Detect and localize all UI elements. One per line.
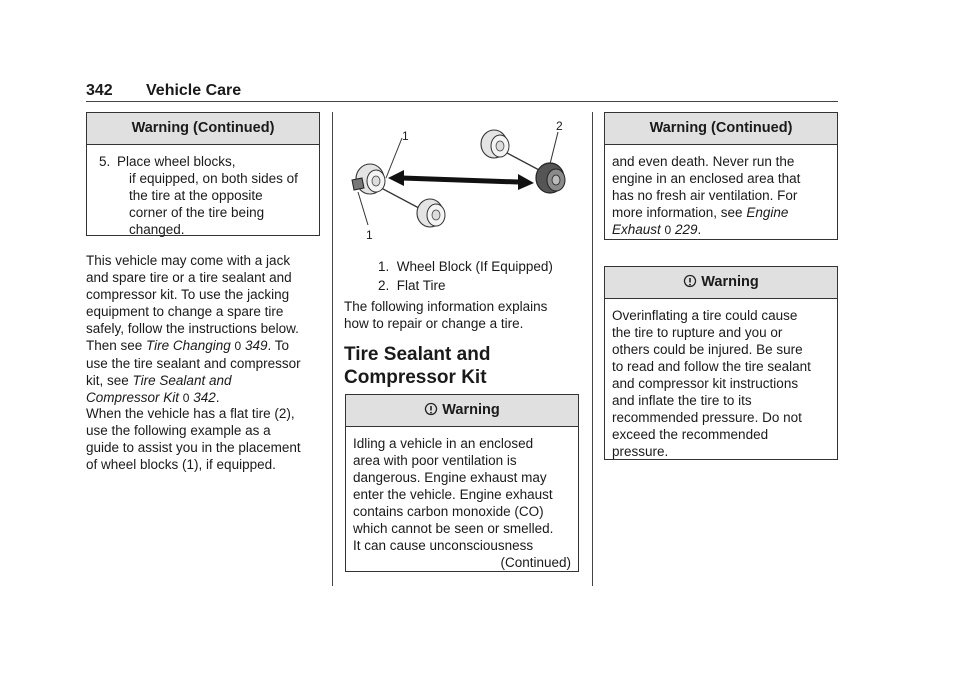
callout-1b: 1 bbox=[366, 228, 373, 242]
text-line: contains carbon monoxide (CO) bbox=[353, 504, 544, 519]
text-line: use the tire sealant and compressor bbox=[86, 356, 301, 371]
text-line: area with poor ventilation is bbox=[353, 453, 517, 468]
text-line: dangerous. Engine exhaust may bbox=[353, 470, 547, 485]
legend-number: 2. bbox=[378, 278, 390, 293]
text-line: pressure. bbox=[612, 444, 669, 459]
text-fragment: kit, see bbox=[86, 373, 133, 388]
warning-heading: Warning (Continued) bbox=[87, 113, 319, 145]
column-divider-2 bbox=[592, 112, 593, 586]
warning-icon bbox=[683, 274, 697, 288]
text-line: enter the vehicle. Engine exhaust bbox=[353, 487, 553, 502]
text-line: the tire to rupture and you or bbox=[612, 325, 783, 340]
column-divider-1 bbox=[332, 112, 333, 586]
text-line: exceed the recommended bbox=[612, 427, 769, 442]
step-line: the tire at the opposite bbox=[129, 188, 263, 203]
text-line bbox=[86, 372, 326, 389]
callout-line-1b bbox=[358, 192, 368, 225]
legend-text: Flat Tire bbox=[396, 278, 446, 293]
xref-engine[interactable]: Engine bbox=[746, 205, 789, 220]
step-line: changed. bbox=[129, 222, 185, 237]
warning-heading: Warning (Continued) bbox=[605, 113, 837, 145]
text-line: The following information explains bbox=[344, 299, 548, 314]
continued-label: (Continued) bbox=[500, 555, 571, 570]
section-heading bbox=[344, 343, 584, 389]
warning-heading-row bbox=[605, 267, 837, 299]
warning-icon bbox=[424, 402, 438, 416]
xref-arrow-icon: 0 bbox=[234, 339, 242, 353]
xref-page[interactable]: 229 bbox=[675, 222, 698, 237]
xref-tire-sealant[interactable]: Tire Sealant and bbox=[132, 373, 232, 388]
text-line: Overinflating a tire could cause bbox=[612, 308, 798, 323]
text-line: recommended pressure. Do not bbox=[612, 410, 802, 425]
text-line: which cannot be seen or smelled. bbox=[353, 521, 554, 536]
xref-exhaust[interactable]: Exhaust bbox=[612, 222, 661, 237]
legend-item bbox=[378, 258, 588, 275]
text-line: It can cause unconsciousness bbox=[353, 538, 534, 553]
heading-line: Tire Sealant and bbox=[344, 344, 491, 365]
paragraph-intro bbox=[344, 298, 584, 332]
rear-left-tire bbox=[481, 130, 509, 158]
text-line: use the following example as a bbox=[86, 423, 271, 438]
text-line: and spare tire or a tire sealant and bbox=[86, 270, 292, 285]
wheel-block-figure bbox=[344, 112, 584, 247]
callout-line-2 bbox=[550, 132, 558, 164]
callout-1a: 1 bbox=[402, 129, 409, 143]
front-right-tire bbox=[417, 199, 445, 227]
section-title: Vehicle Care bbox=[146, 82, 242, 99]
text-line: to read and follow the tire sealant bbox=[612, 359, 811, 374]
diagonal-arrow bbox=[388, 170, 534, 190]
text-line: When the vehicle has a flat tire (2), bbox=[86, 406, 295, 421]
text-line: guide to assist you in the placement bbox=[86, 440, 301, 455]
warning-body bbox=[605, 145, 837, 247]
text-line bbox=[612, 221, 830, 239]
xref-page[interactable]: 342 bbox=[193, 390, 216, 405]
flat-tire bbox=[536, 163, 565, 193]
xref-compressor-kit[interactable]: Compressor Kit bbox=[86, 390, 180, 405]
xref-arrow-icon: 0 bbox=[182, 391, 190, 405]
text-fragment: Then see bbox=[86, 338, 147, 353]
warning-body bbox=[346, 427, 578, 579]
text-fragment: . bbox=[697, 222, 702, 237]
text-fragment: . To bbox=[267, 338, 289, 353]
text-line: This vehicle may come with a jack bbox=[86, 253, 291, 268]
xref-arrow-icon: 0 bbox=[664, 223, 672, 237]
legend-item bbox=[378, 277, 588, 294]
figure-legend bbox=[378, 258, 588, 296]
text-fragment: more information, see bbox=[612, 205, 747, 220]
warning-box-overinflating bbox=[604, 266, 838, 460]
legend-text: Wheel Block (If Equipped) bbox=[396, 259, 553, 274]
warning-body bbox=[605, 299, 837, 468]
warning-box-co bbox=[345, 394, 579, 572]
warning-continued-box-2 bbox=[604, 112, 838, 240]
page-number: 342 bbox=[86, 82, 113, 99]
step-line: if equipped, on both sides of bbox=[129, 171, 298, 186]
text-line: safely, follow the instructions below. bbox=[86, 321, 299, 336]
text-line: how to repair or change a tire. bbox=[344, 316, 524, 331]
text-line: others could be injured. Be sure bbox=[612, 342, 803, 357]
header-rule bbox=[86, 101, 838, 102]
text-line: of wheel blocks (1), if equipped. bbox=[86, 457, 276, 472]
callout-2: 2 bbox=[556, 119, 563, 133]
warning-heading: Warning bbox=[442, 402, 500, 418]
text-line: compressor kit. To use the jacking bbox=[86, 287, 290, 302]
text-line: Idling a vehicle in an enclosed bbox=[353, 436, 534, 451]
text-line: and compressor kit instructions bbox=[612, 376, 799, 391]
paragraph-jack-info bbox=[86, 252, 326, 407]
step-number: 5. bbox=[99, 154, 111, 169]
warning-continued-box-1 bbox=[86, 112, 320, 236]
callout-line-1a bbox=[386, 138, 402, 178]
text-line: has no fresh air ventilation. For bbox=[612, 188, 798, 203]
xref-page[interactable]: 349 bbox=[244, 338, 268, 353]
text-line: and even death. Never run the bbox=[612, 154, 795, 169]
text-line: and inflate the tire to its bbox=[612, 393, 752, 408]
xref-tire-changing[interactable]: Tire Changing bbox=[146, 338, 231, 353]
legend-number: 1. bbox=[378, 259, 390, 274]
text-fragment: . bbox=[215, 390, 220, 405]
text-line bbox=[612, 204, 830, 221]
text-line: equipment to change a spare tire bbox=[86, 304, 284, 319]
heading-line: Compressor Kit bbox=[344, 367, 487, 388]
text-line: engine in an enclosed area that bbox=[612, 171, 801, 186]
text-line bbox=[86, 337, 326, 355]
step-line: Place wheel blocks, bbox=[117, 154, 236, 169]
warning-heading-row bbox=[346, 395, 578, 427]
paragraph-wheel-blocks bbox=[86, 405, 326, 473]
warning-heading: Warning bbox=[701, 274, 759, 290]
wheel-block bbox=[352, 178, 364, 190]
step-line: corner of the tire being bbox=[129, 205, 265, 220]
warning-body bbox=[87, 145, 319, 246]
